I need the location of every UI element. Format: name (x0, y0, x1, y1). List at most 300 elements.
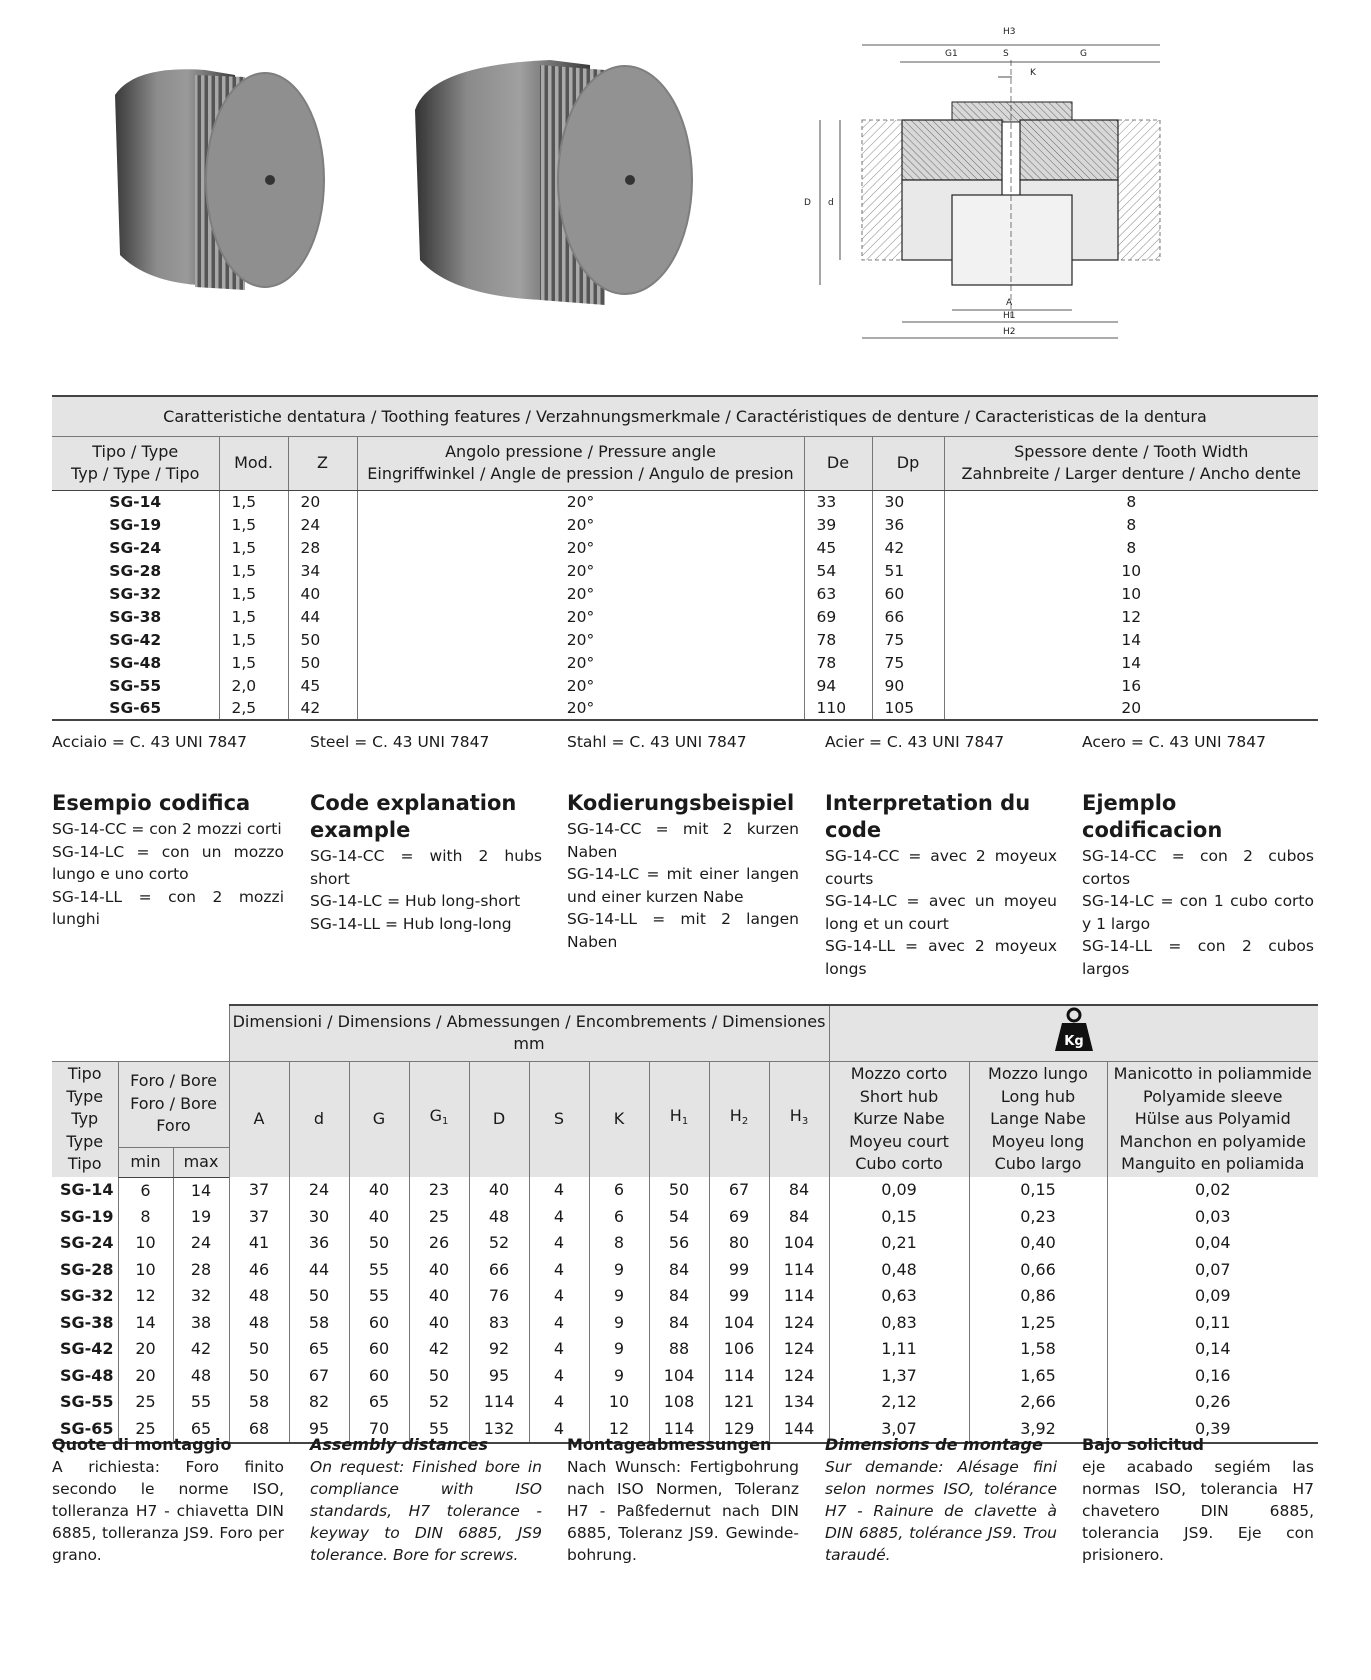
cell-s: 4 (529, 1389, 589, 1416)
code-line: SG-14-LL = avec 2 moyeux longs (825, 937, 1057, 978)
cell-bore-max: 38 (173, 1310, 229, 1337)
code-line: SG-14-CC = mit 2 kurzen Naben (567, 820, 799, 861)
cell-angle: 20° (357, 490, 804, 513)
cell-weight-short-hub: 0,09 (829, 1177, 969, 1204)
header-z: Z (288, 436, 357, 490)
cell-h2: 67 (709, 1177, 769, 1204)
header-pressure-angle: Angolo pressione / Pressure angle Eingriffwinkel / Angle de pression / Angulo de presion (357, 436, 804, 490)
header-bore-max: max (173, 1147, 229, 1177)
cell-type: SG-38 (109, 607, 162, 626)
cell-de: 110 (804, 697, 872, 720)
cell-type: SG-38 (60, 1312, 114, 1332)
assembly-note-text: Nach Wunsch: Fertigbohrung nach ISO Normen, Toleranz H7 - Paßfedernut nach DIN 6885, Toleranz JS9. Gewinde-bohrung. (567, 1458, 799, 1564)
cell-k: 10 (589, 1389, 649, 1416)
label-g: G (1080, 49, 1087, 59)
header-dim-h2: $H_2$ (709, 1061, 769, 1177)
cell-g: 40 (349, 1204, 409, 1231)
cell-d-outer: 52 (469, 1230, 529, 1257)
cell-width: 8 (944, 490, 1318, 513)
cell-d: 30 (289, 1204, 349, 1231)
coupling-dimension-drawing (804, 20, 1260, 360)
header-polyamide-sleeve: Manicotto in poliammide Polyamide sleeve Hülse aus Polyamid Manchon en polyamide Manguito en poliamida (1107, 1061, 1318, 1177)
cell-d: 44 (289, 1257, 349, 1284)
cell-type: SG-32 (60, 1286, 114, 1306)
code-example-de (567, 790, 799, 953)
cell-type: SG-32 (109, 584, 162, 603)
cell-h1: 114 (649, 1416, 709, 1443)
coupling-hub-long-photo (400, 50, 700, 320)
cell-dp: 66 (872, 605, 944, 628)
cell-s: 4 (529, 1257, 589, 1284)
cell-h3: 124 (769, 1336, 829, 1363)
cell-h2: 129 (709, 1416, 769, 1443)
cell-dp: 75 (872, 651, 944, 674)
cell-width: 16 (944, 674, 1318, 697)
cell-k: 9 (589, 1283, 649, 1310)
cell-dp: 60 (872, 582, 944, 605)
cell-mod: 2,5 (219, 697, 288, 720)
code-example-title: Ejemplo codificacion (1082, 791, 1223, 842)
cell-weight-long-hub: 1,58 (969, 1336, 1107, 1363)
header-tooth-width: Spessore dente / Tooth Width Zahnbreite / Larger denture / Ancho dente (944, 436, 1318, 490)
cell-weight-sleeve: 0,02 (1107, 1177, 1318, 1204)
cell-bore-max: 48 (173, 1363, 229, 1390)
weight-header (829, 1005, 1318, 1061)
cell-k: 6 (589, 1177, 649, 1204)
code-line: SG-14-LL = con 2 cubos largos (1082, 937, 1314, 978)
assembly-note-title: Assembly distances (310, 1435, 489, 1454)
cell-h2: 104 (709, 1310, 769, 1337)
cell-type: SG-24 (60, 1233, 114, 1253)
cell-g1: 40 (409, 1257, 469, 1284)
cell-s: 4 (529, 1283, 589, 1310)
cell-weight-long-hub: 0,23 (969, 1204, 1107, 1231)
cell-a: 68 (229, 1416, 289, 1443)
cell-type: SG-48 (109, 653, 162, 672)
cell-type: SG-55 (60, 1392, 114, 1412)
cell-s: 4 (529, 1310, 589, 1337)
cell-g: 50 (349, 1230, 409, 1257)
table-row (52, 582, 1318, 605)
cell-z: 50 (288, 651, 357, 674)
cell-z: 42 (288, 697, 357, 720)
cell-h1: 84 (649, 1283, 709, 1310)
cell-width: 14 (944, 651, 1318, 674)
table-row (52, 1389, 1318, 1416)
assembly-note-title: Montageabmessungen (567, 1435, 772, 1454)
cell-bore-max: 65 (173, 1416, 229, 1443)
table-row (52, 559, 1318, 582)
cell-h1: 108 (649, 1389, 709, 1416)
cell-bore-min: 20 (118, 1336, 173, 1363)
cell-type: SG-65 (52, 1416, 118, 1443)
cell-k: 9 (589, 1336, 649, 1363)
cell-weight-long-hub: 0,66 (969, 1257, 1107, 1284)
cell-weight-long-hub: 0,86 (969, 1283, 1107, 1310)
label-h1: H1 (1003, 311, 1016, 321)
code-line: SG-14-LL = mit 2 langen Naben (567, 910, 799, 951)
code-line: SG-14-LC = con 1 cubo corto y 1 largo (1082, 892, 1314, 933)
header-dim-a: A (229, 1061, 289, 1177)
cell-d-outer: 95 (469, 1363, 529, 1390)
header-dim-h3: $H_3$ (769, 1061, 829, 1177)
label-d-inner: d (828, 198, 834, 208)
cell-d-outer: 40 (469, 1177, 529, 1204)
table-row (52, 536, 1318, 559)
steel-note-en: Steel = C. 43 UNI 7847 (310, 733, 490, 751)
header-de: De (804, 436, 872, 490)
cell-de: 78 (804, 628, 872, 651)
cell-weight-long-hub: 1,25 (969, 1310, 1107, 1337)
cell-angle: 20° (357, 697, 804, 720)
cell-mod: 1,5 (219, 490, 288, 513)
cell-de: 94 (804, 674, 872, 697)
table-row (52, 628, 1318, 651)
header-dim-d: d (289, 1061, 349, 1177)
table-row (52, 1257, 1318, 1284)
header-bore: Foro / Bore Foro / Bore Foro (118, 1061, 229, 1147)
cell-weight-long-hub: 3,92 (969, 1416, 1107, 1443)
cell-s: 4 (529, 1230, 589, 1257)
table-row (52, 1230, 1318, 1257)
label-a: A (1006, 298, 1013, 308)
cell-d-outer: 76 (469, 1283, 529, 1310)
cell-angle: 20° (357, 582, 804, 605)
cell-dp: 75 (872, 628, 944, 651)
cell-h1: 88 (649, 1336, 709, 1363)
table-row (52, 697, 1318, 720)
assembly-note-title: Quote di montaggio (52, 1435, 232, 1454)
cell-a: 37 (229, 1204, 289, 1231)
code-example-en (310, 790, 542, 935)
cell-h1: 84 (649, 1310, 709, 1337)
cell-d-outer: 48 (469, 1204, 529, 1231)
cell-angle: 20° (357, 513, 804, 536)
cell-width: 10 (944, 582, 1318, 605)
assembly-note-it (52, 1434, 284, 1566)
cell-weight-sleeve: 0,11 (1107, 1310, 1318, 1337)
cell-weight-short-hub: 0,21 (829, 1230, 969, 1257)
table-row (52, 1204, 1318, 1231)
cell-bore-min: 25 (118, 1416, 173, 1443)
header-type: Tipo / Type Typ / Type / Tipo (52, 436, 219, 490)
code-example-it (52, 790, 284, 931)
cell-weight-sleeve: 0,39 (1107, 1416, 1318, 1443)
table-row (52, 1363, 1318, 1390)
cell-width: 8 (944, 536, 1318, 559)
header-short-hub: Mozzo corto Short hub Kurze Nabe Moyeu court Cubo corto (829, 1061, 969, 1177)
cell-bore-max: 55 (173, 1389, 229, 1416)
cell-h2: 106 (709, 1336, 769, 1363)
cell-angle: 20° (357, 674, 804, 697)
assembly-note-es (1082, 1434, 1314, 1566)
cell-d: 58 (289, 1310, 349, 1337)
cell-bore-max: 42 (173, 1336, 229, 1363)
code-example-title: Code explanation example (310, 791, 517, 842)
cell-g: 55 (349, 1283, 409, 1310)
cell-h1: 84 (649, 1257, 709, 1284)
code-line: SG-14-CC = with 2 hubs short (310, 847, 542, 888)
cell-g: 60 (349, 1363, 409, 1390)
cell-h3: 84 (769, 1204, 829, 1231)
table-row (52, 605, 1318, 628)
cell-angle: 20° (357, 559, 804, 582)
cell-bore-max: 14 (173, 1177, 229, 1204)
cell-angle: 20° (357, 536, 804, 559)
header-bore-min: min (118, 1147, 173, 1177)
cell-d: 65 (289, 1336, 349, 1363)
cell-weight-sleeve: 0,26 (1107, 1389, 1318, 1416)
cell-z: 24 (288, 513, 357, 536)
cell-width: 20 (944, 697, 1318, 720)
cell-a: 58 (229, 1389, 289, 1416)
cell-weight-sleeve: 0,09 (1107, 1283, 1318, 1310)
cell-dp: 42 (872, 536, 944, 559)
cell-bore-min: 10 (118, 1257, 173, 1284)
cell-type: SG-14 (60, 1180, 114, 1200)
assembly-note-text: A richiesta: Foro finito secondo le norme ISO, tolleranza H7 - chiavetta DIN 6885, tolleranza JS9. Foro per grano. (52, 1458, 284, 1564)
cell-weight-short-hub: 1,37 (829, 1363, 969, 1390)
cell-dp: 36 (872, 513, 944, 536)
cell-bore-min: 20 (118, 1363, 173, 1390)
cell-h3: 144 (769, 1416, 829, 1443)
coupling-hub-short-photo (95, 55, 335, 315)
cell-k: 6 (589, 1204, 649, 1231)
steel-note-de: Stahl = C. 43 UNI 7847 (567, 733, 747, 751)
cell-bore-max: 19 (173, 1204, 229, 1231)
code-example-es (1082, 790, 1314, 980)
cell-width: 10 (944, 559, 1318, 582)
cell-z: 34 (288, 559, 357, 582)
assembly-note-en (310, 1434, 542, 1566)
cell-de: 78 (804, 651, 872, 674)
cell-g: 70 (349, 1416, 409, 1443)
cell-g: 40 (349, 1177, 409, 1204)
code-line: SG-14-CC = con 2 mozzi corti (52, 820, 282, 838)
header-dim-s: S (529, 1061, 589, 1177)
cell-z: 50 (288, 628, 357, 651)
cell-mod: 1,5 (219, 582, 288, 605)
cell-g: 55 (349, 1257, 409, 1284)
assembly-note-title: Bajo solicitud (1082, 1435, 1204, 1454)
cell-d: 67 (289, 1363, 349, 1390)
cell-weight-short-hub: 0,48 (829, 1257, 969, 1284)
blank-corner (52, 1005, 229, 1061)
cell-h3: 124 (769, 1310, 829, 1337)
cell-type: SG-28 (109, 561, 162, 580)
assembly-note-text: Sur demande: Alésage fini selon normes ISO, tolérance H7 - Rainure de clavette à DIN 6885, tolérance JS9. Trou taraudé. (825, 1458, 1057, 1564)
cell-h1: 56 (649, 1230, 709, 1257)
table-row (52, 513, 1318, 536)
cell-bore-max: 24 (173, 1230, 229, 1257)
cell-bore-min: 10 (118, 1230, 173, 1257)
code-line: SG-14-LC = mit einer langen und einer kurzen Nabe (567, 865, 799, 906)
cell-weight-sleeve: 0,04 (1107, 1230, 1318, 1257)
cell-bore-min: 6 (118, 1177, 173, 1204)
steel-note-fr: Acier = C. 43 UNI 7847 (825, 733, 1005, 751)
code-line: SG-14-LC = avec un moyeu long et un court (825, 892, 1057, 933)
cell-g1: 52 (409, 1389, 469, 1416)
cell-weight-long-hub: 1,65 (969, 1363, 1107, 1390)
cell-k: 9 (589, 1310, 649, 1337)
cell-weight-short-hub: 0,83 (829, 1310, 969, 1337)
code-line: SG-14-LL = Hub long-long (310, 914, 512, 933)
cell-h2: 114 (709, 1363, 769, 1390)
cell-a: 46 (229, 1257, 289, 1284)
label-d-outer: D (804, 198, 811, 208)
cell-z: 45 (288, 674, 357, 697)
cell-z: 44 (288, 605, 357, 628)
cell-h3: 124 (769, 1363, 829, 1390)
table-row (52, 490, 1318, 513)
label-s: S (1003, 49, 1009, 59)
cell-z: 40 (288, 582, 357, 605)
cell-d: 95 (289, 1416, 349, 1443)
cell-dp: 51 (872, 559, 944, 582)
cell-a: 48 (229, 1310, 289, 1337)
cell-h1: 104 (649, 1363, 709, 1390)
cell-de: 39 (804, 513, 872, 536)
cell-g1: 42 (409, 1336, 469, 1363)
cell-g1: 40 (409, 1310, 469, 1337)
cell-de: 33 (804, 490, 872, 513)
cell-h3: 104 (769, 1230, 829, 1257)
cell-type: SG-42 (60, 1339, 114, 1359)
cell-weight-long-hub: 0,15 (969, 1177, 1107, 1204)
label-h3: H3 (1003, 27, 1016, 37)
cell-dp: 105 (872, 697, 944, 720)
header-long-hub: Mozzo lungo Long hub Lange Nabe Moyeu long Cubo largo (969, 1061, 1107, 1177)
cell-weight-short-hub: 1,11 (829, 1336, 969, 1363)
cell-g1: 40 (409, 1283, 469, 1310)
header-dim-g1: $G_1$ (409, 1061, 469, 1177)
cell-weight-long-hub: 0,40 (969, 1230, 1107, 1257)
cell-d-outer: 92 (469, 1336, 529, 1363)
cell-type: SG-19 (109, 515, 162, 534)
cell-weight-short-hub: 3,07 (829, 1416, 969, 1443)
cell-s: 4 (529, 1416, 589, 1443)
header-dim-h1: $H_1$ (649, 1061, 709, 1177)
cell-g1: 50 (409, 1363, 469, 1390)
header-dim-k: K (589, 1061, 649, 1177)
cell-h2: 69 (709, 1204, 769, 1231)
cell-type: SG-28 (60, 1259, 114, 1279)
cell-g: 65 (349, 1389, 409, 1416)
cell-s: 4 (529, 1336, 589, 1363)
header-dim-d-outer: D (469, 1061, 529, 1177)
cell-a: 48 (229, 1283, 289, 1310)
cell-d: 82 (289, 1389, 349, 1416)
label-g1: G1 (945, 49, 958, 59)
cell-width: 8 (944, 513, 1318, 536)
cell-d: 36 (289, 1230, 349, 1257)
code-line: SG-14-LC = con un mozzo lungo e uno corto (52, 842, 284, 883)
cell-bore-max: 32 (173, 1283, 229, 1310)
code-example-title: Interpretation du code (825, 791, 1031, 842)
cell-mod: 1,5 (219, 605, 288, 628)
cell-s: 4 (529, 1204, 589, 1231)
toothing-caption: Caratteristiche dentatura / Toothing features / Verzahnungsmerkmale / Caractéristiques de denture / Caracteristicas de la dentura (52, 396, 1318, 436)
cell-a: 37 (229, 1177, 289, 1204)
cell-k: 8 (589, 1230, 649, 1257)
cell-h3: 114 (769, 1283, 829, 1310)
cell-h1: 50 (649, 1177, 709, 1204)
header-dp: Dp (872, 436, 944, 490)
cell-type: SG-19 (60, 1206, 114, 1226)
cell-mod: 1,5 (219, 559, 288, 582)
cell-bore-min: 25 (118, 1389, 173, 1416)
code-example-title: Esempio codifica (52, 791, 251, 815)
dimensions-caption: Dimensioni / Dimensions / Abmessungen / Encombrements / Dimensiones mm (229, 1005, 829, 1061)
toothing-features-table (52, 395, 1318, 721)
cell-d-outer: 66 (469, 1257, 529, 1284)
steel-note-it: Acciaio = C. 43 UNI 7847 (52, 733, 248, 751)
cell-angle: 20° (357, 628, 804, 651)
cell-z: 28 (288, 536, 357, 559)
cell-width: 14 (944, 628, 1318, 651)
table-row (52, 651, 1318, 674)
cell-weight-sleeve: 0,07 (1107, 1257, 1318, 1284)
cell-d-outer: 132 (469, 1416, 529, 1443)
cell-h2: 121 (709, 1389, 769, 1416)
cell-weight-sleeve: 0,14 (1107, 1336, 1318, 1363)
cell-h3: 114 (769, 1257, 829, 1284)
cell-g1: 23 (409, 1177, 469, 1204)
cell-weight-short-hub: 0,63 (829, 1283, 969, 1310)
cell-dp: 30 (872, 490, 944, 513)
assembly-note-text: On request: Finished bore in compliance with ISO standards, H7 tolerance - keyway to DIN 6885, JS9 tolerance. Bore for screws. (310, 1458, 542, 1564)
cell-angle: 20° (357, 605, 804, 628)
label-k: K (1030, 68, 1036, 78)
cell-type: SG-48 (60, 1365, 114, 1385)
cell-h2: 80 (709, 1230, 769, 1257)
label-h2: H2 (1003, 327, 1016, 337)
cell-de: 63 (804, 582, 872, 605)
assembly-note-title: Dimensions de montage (825, 1435, 1043, 1454)
cell-g1: 26 (409, 1230, 469, 1257)
cell-de: 69 (804, 605, 872, 628)
header-type: Tipo Type Typ Type Tipo (52, 1061, 118, 1177)
cell-d: 24 (289, 1177, 349, 1204)
code-line: SG-14-LL = con 2 mozzi lunghi (52, 887, 284, 928)
cell-type: SG-65 (52, 697, 219, 720)
code-line: SG-14-LC = Hub long-short (310, 892, 521, 910)
cell-h2: 99 (709, 1257, 769, 1284)
cell-bore-min: 12 (118, 1283, 173, 1310)
cell-k: 12 (589, 1416, 649, 1443)
cell-weight-short-hub: 0,15 (829, 1204, 969, 1231)
cell-a: 50 (229, 1363, 289, 1390)
cell-mod: 1,5 (219, 536, 288, 559)
cell-bore-min: 8 (118, 1204, 173, 1231)
cell-weight-short-hub: 2,12 (829, 1389, 969, 1416)
cell-h3: 134 (769, 1389, 829, 1416)
cell-type: SG-14 (109, 492, 162, 511)
header-dim-g: G (349, 1061, 409, 1177)
cell-dp: 90 (872, 674, 944, 697)
cell-type: SG-42 (109, 630, 162, 649)
cell-s: 4 (529, 1177, 589, 1204)
cell-d-outer: 83 (469, 1310, 529, 1337)
cell-mod: 2,0 (219, 674, 288, 697)
assembly-note-text: eje acabado segiém las normas ISO, tolerancia H7 chavetero DIN 6885, tolerancia JS9. Eje con prisionero. (1082, 1458, 1314, 1564)
dimensions-table (52, 1004, 1318, 1444)
cell-weight-sleeve: 0,03 (1107, 1204, 1318, 1231)
cell-angle: 20° (357, 651, 804, 674)
cell-type: SG-55 (109, 676, 162, 695)
cell-g1: 55 (409, 1416, 469, 1443)
cell-d: 50 (289, 1283, 349, 1310)
